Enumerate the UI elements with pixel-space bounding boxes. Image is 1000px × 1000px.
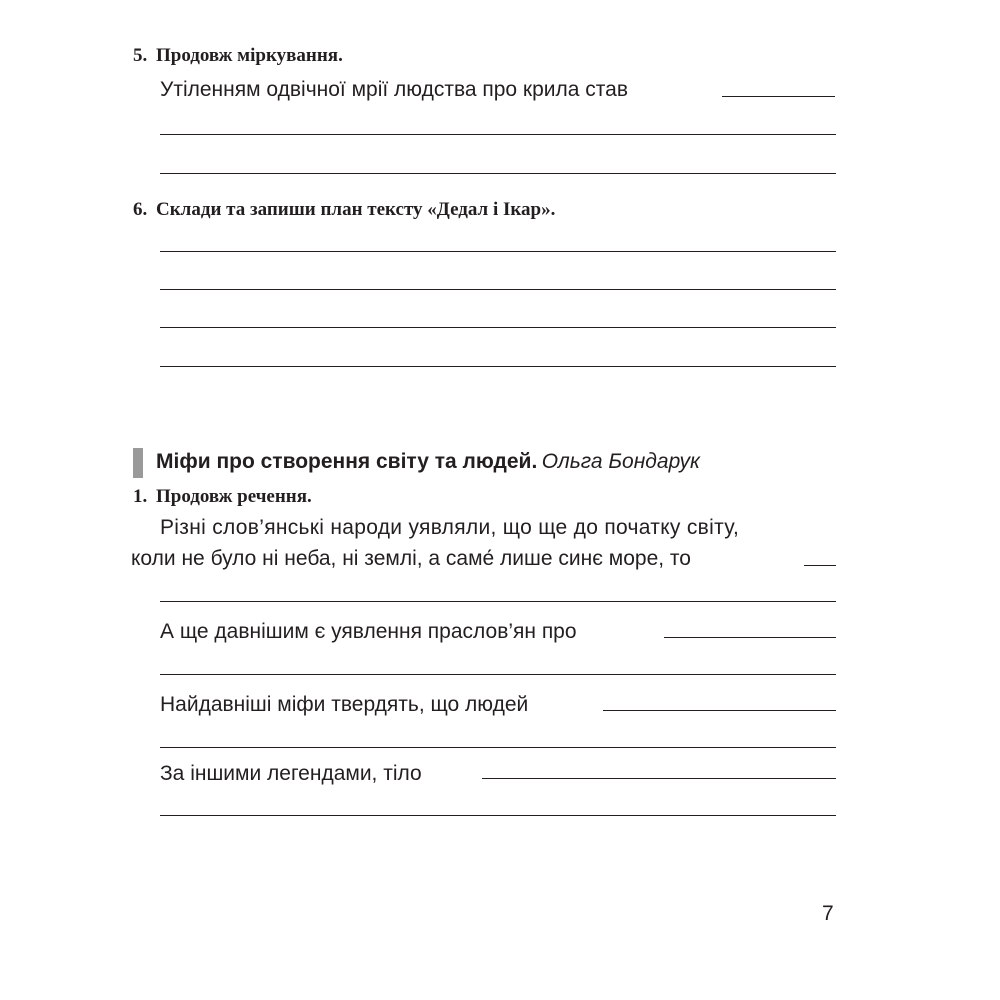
answer-line-1-2[interactable] — [160, 674, 836, 675]
task-6-header — [133, 199, 555, 221]
task-5-header — [133, 45, 343, 67]
task-1-text-line-2: коли не було ні неба, ні землі, а саме́ лише синє море, то — [131, 547, 691, 570]
answer-line-5-2[interactable] — [160, 173, 836, 174]
section-heading — [156, 450, 700, 474]
answer-line-1-1[interactable] — [160, 601, 836, 602]
task-1-prompt-2: А ще давнішим є уявлення праслов’ян про — [160, 620, 577, 643]
task-1-prompt-4: За іншими легендами, тіло — [160, 762, 422, 785]
answer-line-1-4-inline[interactable] — [482, 778, 836, 779]
answer-line-1-2-inline[interactable] — [664, 637, 836, 638]
answer-line-6-4[interactable] — [160, 366, 836, 367]
task-5-prompt: Утіленням одвічної мрії людства про крила став — [160, 78, 629, 101]
task-1-heading: Продовж речення. — [156, 486, 312, 507]
task-5-number: 5. — [133, 45, 148, 66]
task-6-number: 6. — [133, 199, 148, 220]
task-1-text-line-1: Різні слов’янські народи уявляли, що ще до початку світу, — [160, 516, 740, 539]
task-1-number: 1. — [133, 486, 148, 507]
answer-line-5-inline[interactable] — [722, 96, 835, 97]
answer-line-6-3[interactable] — [160, 327, 836, 328]
task-1-prompt-3: Найдавніші міфи твердять, що людей — [160, 693, 529, 716]
section-title: Міфи про створення світу та людей. — [156, 450, 538, 473]
section-marker-bar — [133, 448, 143, 478]
answer-line-1-inline[interactable] — [804, 565, 836, 566]
page-number: 7 — [822, 902, 834, 925]
answer-line-6-2[interactable] — [160, 289, 836, 290]
task-1-header — [133, 486, 312, 508]
answer-line-6-1[interactable] — [160, 251, 836, 252]
answer-line-5-1[interactable] — [160, 134, 836, 135]
task-5-heading: Продовж міркування. — [156, 45, 343, 66]
answer-line-1-4[interactable] — [160, 815, 836, 816]
answer-line-1-3[interactable] — [160, 747, 836, 748]
answer-line-1-3-inline[interactable] — [603, 710, 836, 711]
task-6-heading: Склади та запиши план тексту «Дедал і Ікар». — [156, 199, 556, 220]
section-author: Ольга Бондарук — [541, 450, 700, 473]
